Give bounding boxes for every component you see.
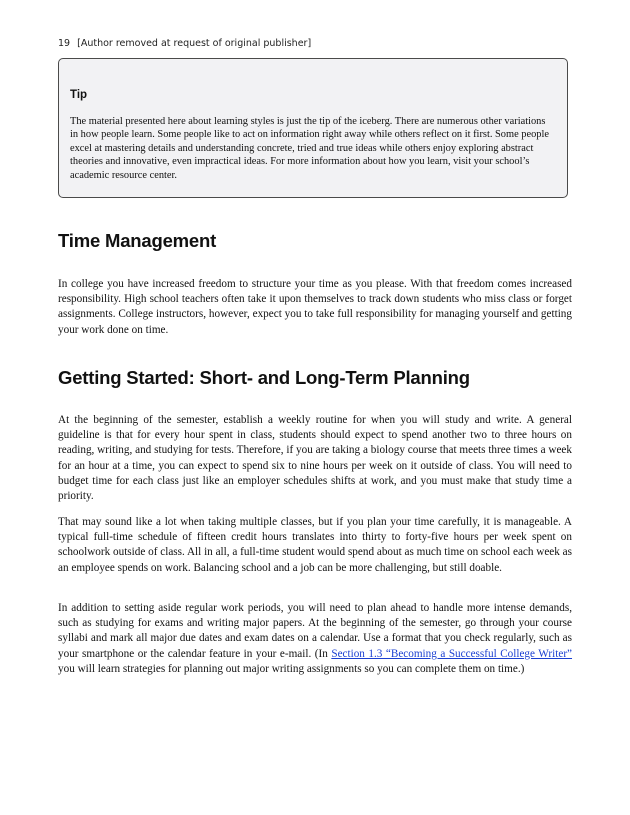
paragraph-plan-ahead	[58, 601, 572, 677]
page-number: 19	[58, 38, 71, 49]
paragraph-manageable-schedule: That may sound like a lot when taking multiple classes, but if you plan your time carefully, it is manageable. A typical full-time schedule of fifteen credit hours translates into thirty to forty-five hours per week spent on schoolwork outside of class. All in all, a full-time student would spend about as much time on school each week as an employee spends on work. Balancing school and a job can be more challenging, but still doable.	[58, 516, 572, 574]
paragraph-weekly-routine: At the beginning of the semester, establish a weekly routine for when you will study and write. A general guideline is that for every hour spent in class, students should expect to spend another two to three hours on reading, writing, and studying for tests. Therefore, if you are taking a biology course that meets three times a week for an hour at a time, you can expect to spend six to nine hours per week on it outside of class. You will need to budget time for each class just like an employer schedules shifts at work, and you must make that study time a priority.	[58, 414, 572, 503]
paragraph-plan-ahead-text-after: you will learn strategies for planning out major writing assignments so you can complete them on time.)	[58, 662, 525, 675]
tip-box	[58, 58, 568, 198]
section-link[interactable]: Section 1.3 “Becoming a Successful College Writer”	[331, 647, 573, 660]
section-heading-planning: Getting Started: Short- and Long-Term Planning	[58, 367, 470, 388]
running-head-text: [Author removed at request of original publisher]	[77, 38, 312, 49]
section-heading-time-management: Time Management	[58, 230, 217, 251]
tip-title: Tip	[70, 89, 88, 101]
running-head	[58, 38, 311, 49]
paragraph-plan-ahead-text-before: In addition to setting aside regular work periods, you will need to plan ahead to handle more intense demands, such as studying for exams and writing major papers. At the beginning of the semester, go through your course syllabi and mark all major due dates and exam dates on a calendar. Use a format that you check regularly, such as your smartphone or the calendar feature in your e-mail. (In	[58, 602, 572, 660]
tip-body: The material presented here about learning styles is just the tip of the iceberg. There are numerous other variations in how people learn. Some people like to act on information right away while others reflect on it first. Some people excel at mastering details and understanding concrete, tried and true ideas while others enjoy exploring abstract theories and innovative, even impractical ideas. For more information about how you learn, visit your school’s academic resource center.	[70, 116, 549, 181]
paragraph-time-management: In college you have increased freedom to structure your time as you please. With that freedom comes increased responsibility. High school teachers often take it upon themselves to track down students who miss class or forget assignments. College instructors, however, expect you to take full responsibility for managing yourself and getting your work done on time.	[58, 278, 572, 336]
